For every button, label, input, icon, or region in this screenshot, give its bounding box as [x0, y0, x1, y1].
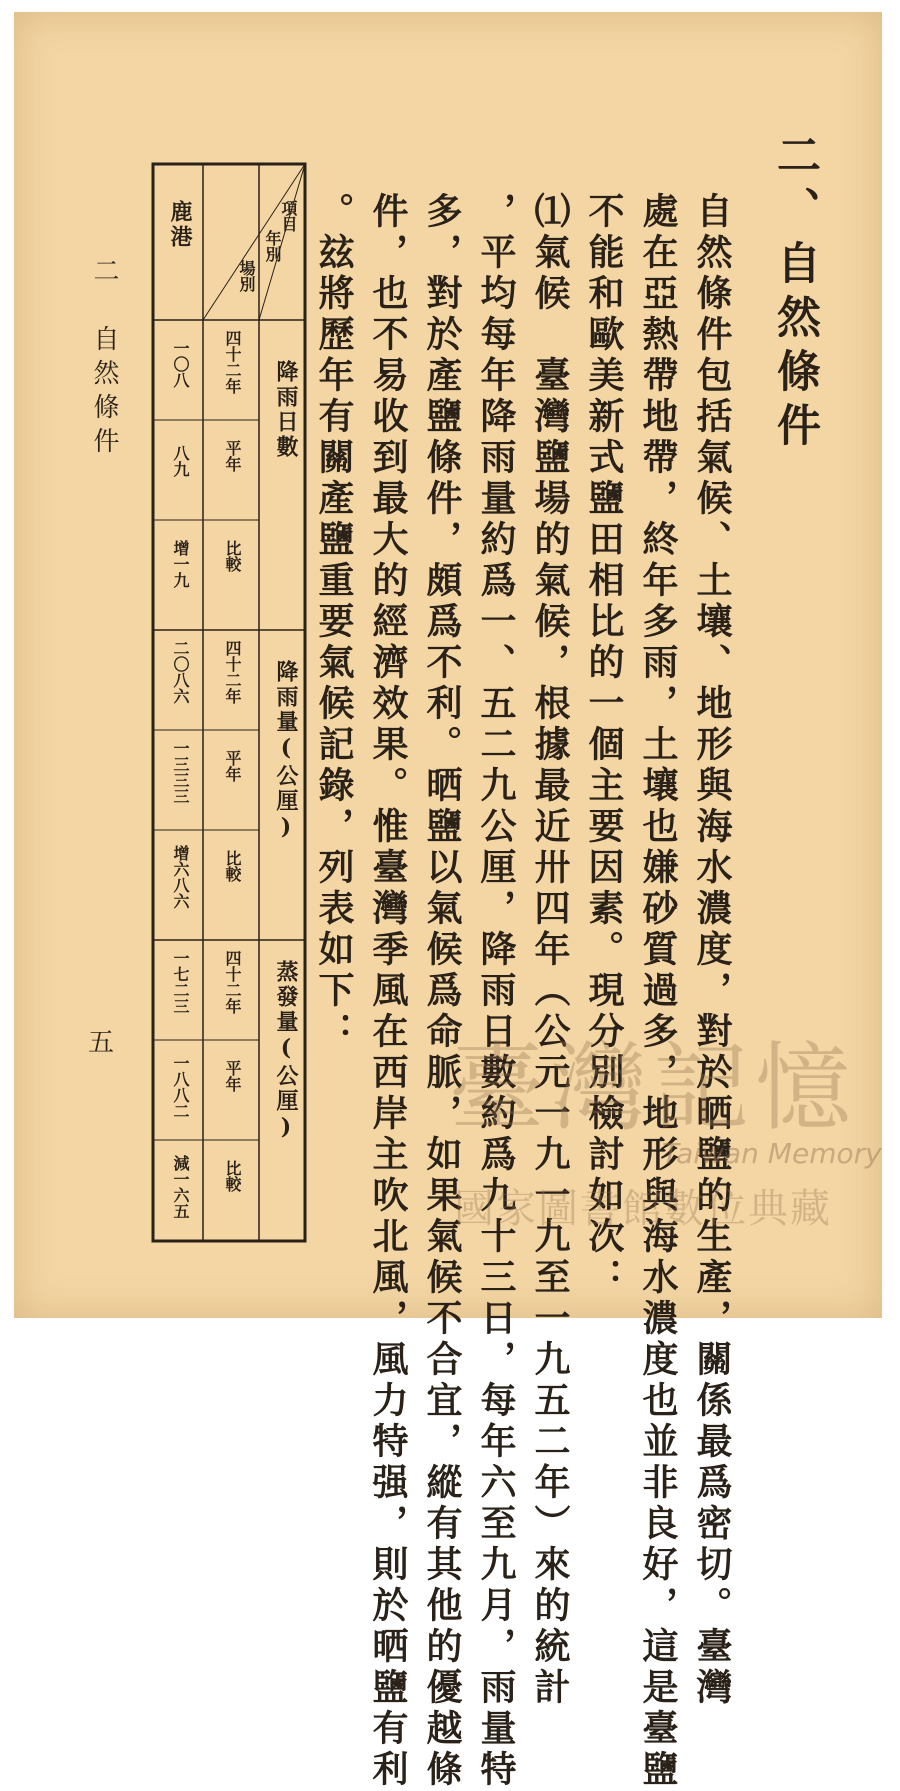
body-line-1: 自然條件包括氣候、土壤、地形與海水濃度，對於晒鹽的生產，關係最爲密切。臺灣	[691, 192, 733, 1709]
body-line-6: 多，對於產鹽條件，頗爲不利。晒鹽以氣候爲命脈，如果氣候不合宜，縱有其他的優越條	[421, 192, 463, 1791]
body-line-3: 不能和歐美新式鹽田相比的一個主要因素。現分別檢討如次：	[583, 192, 625, 1299]
header-rain-days: 降雨日數	[273, 360, 299, 460]
value-cell: 減一六五	[171, 1155, 190, 1219]
sub-compare: 比較	[223, 1160, 242, 1192]
value-cell: 一七二三	[171, 950, 190, 1014]
running-header: 二 自然條件	[89, 257, 119, 461]
sub-1953: 四十二年	[223, 640, 242, 704]
value-cell: 一三三三	[171, 740, 190, 804]
sub-normal: 平年	[223, 750, 242, 782]
body-line-2: 處在亞熱帶地帶，終年多雨，土壤也嫌砂質過多，地形與海水濃度也並非良好，這是臺鹽	[637, 192, 679, 1791]
page-number: 五	[88, 1028, 115, 1058]
watermark-subtitle: 國家圖書館數位典藏	[454, 1186, 832, 1232]
value-cell: 增一九	[171, 540, 190, 588]
sub-compare: 比較	[223, 540, 242, 572]
watermark-english: Taiwan Memory	[662, 1137, 882, 1170]
corner-site: 場別	[237, 260, 256, 292]
section-title: 二、自然條件	[769, 132, 820, 456]
value-cell: 二〇八六	[171, 640, 190, 704]
header-rainfall: 降雨量(公厘)	[273, 660, 299, 843]
sub-compare: 比較	[223, 850, 242, 882]
corner-year: 年別	[263, 230, 282, 262]
climate-table	[149, 160, 309, 1245]
sub-1953: 四十二年	[223, 950, 242, 1014]
sub-normal: 平年	[223, 440, 242, 472]
sub-normal: 平年	[223, 1060, 242, 1092]
body-line-4: ⑴氣候 臺灣鹽場的氣候，根據最近卅四年（公元一九一九至一九五二年）來的統計	[529, 192, 571, 1709]
value-cell: 一〇八	[171, 340, 190, 388]
body-line-5: ，平均每年降雨量約爲一、五二九公厘，降雨日數約爲九十三日，每年六至九月，雨量特	[475, 192, 517, 1791]
value-cell: 一八八二	[171, 1055, 190, 1119]
value-cell: 增六八六	[171, 845, 190, 909]
row-site: 鹿港	[167, 200, 193, 250]
sub-1953: 四十二年	[223, 330, 242, 394]
body-line-7: 件，也不易收到最大的經濟效果。惟臺灣季風在西岸主吹北風，風力特强，則於晒鹽有利	[367, 192, 409, 1791]
header-evaporation: 蒸發量(公厘)	[273, 960, 299, 1143]
book-page	[14, 12, 882, 1791]
body-line-8: 。玆將歷年有關產鹽重要氣候記錄，列表如下：	[313, 192, 355, 1053]
watermark-chinese: 臺灣記憶	[449, 1032, 857, 1144]
corner-item: 項目	[279, 200, 298, 232]
value-cell: 八九	[171, 445, 190, 477]
